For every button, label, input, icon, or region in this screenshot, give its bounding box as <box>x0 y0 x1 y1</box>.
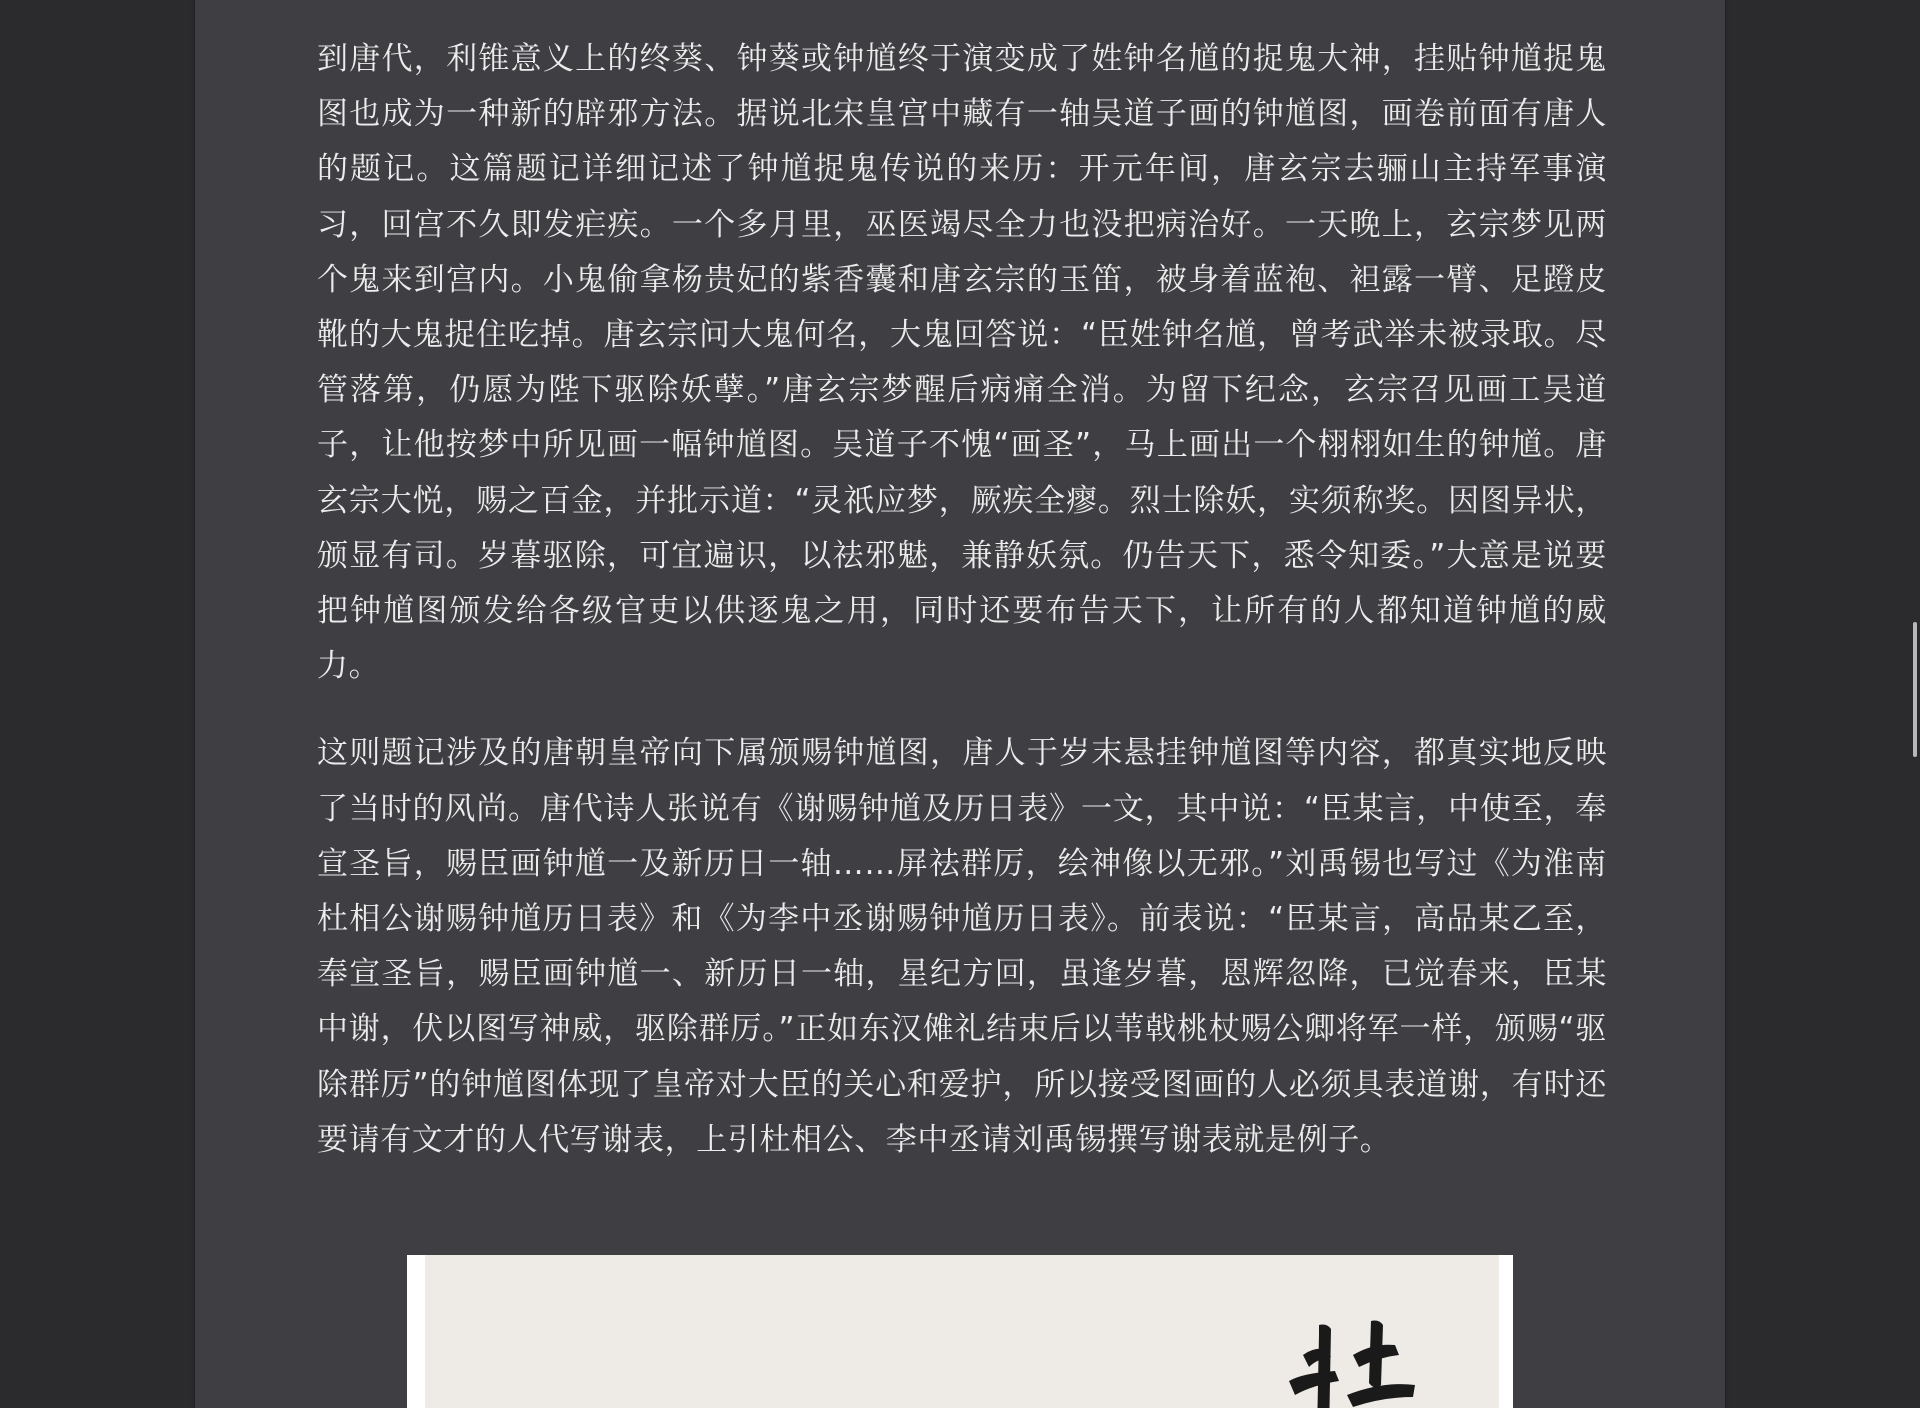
article-paragraph: 这则题记涉及的唐朝皇帝向下属颁赐钟馗图，唐人于岁末悬挂钟馗图等内容，都真实地反映了当时的风尚。唐代诗人张说有《谢赐钟馗及历日表》一文，其中说：“臣某言，中使至，奉宣圣旨，赐臣画钟馗一及新历日一轴……屏祛群厉，绘神像以无邪。”刘禹锡也写过《为淮南杜相公谢赐钟馗历日表》和《为李中丞谢赐钟馗历日表》。前表说：“臣某言，高品某乙至，奉宣圣旨，赐臣画钟馗一、新历日一轴，星纪方回，虽逢岁暮，恩辉忽降，已觉春来，臣某中谢，伏以图写神威，驱除群厉。”正如东汉傩礼结束后以苇戟桃杖赐公卿将军一样，颁赐“驱除群厉”的钟馗图体现了皇帝对大臣的关心和爱护，所以接受图画的人必须具表道谢，有时还要请有文才的人代写谢表，上引杜相公、李中丞请刘禹锡撰写谢表就是例子。 <box>317 735 1607 1158</box>
calligraphy-glyph <box>1283 1315 1423 1408</box>
article-body <box>317 32 1607 1200</box>
calligraphy-scroll-image <box>425 1255 1499 1408</box>
article-image <box>407 1255 1513 1408</box>
scrollbar-thumb[interactable] <box>1913 622 1917 757</box>
article-paragraph: 到唐代，利锥意义上的终葵、钟葵或钟馗终于演变成了姓钟名馗的捉鬼大神，挂贴钟馗捉鬼图也成为一种新的辟邪方法。据说北宋皇宫中藏有一轴吴道子画的钟馗图，画卷前面有唐人的题记。这篇题记详细记述了钟馗捉鬼传说的来历：开元年间，唐玄宗去骊山主持军事演习，回宫不久即发疟疾。一个多月里，巫医竭尽全力也没把病治好。一天晚上，玄宗梦见两个鬼来到宫内。小鬼偷拿杨贵妃的紫香囊和唐玄宗的玉笛，被身着蓝袍、袒露一臂、足蹬皮靴的大鬼捉住吃掉。唐玄宗问大鬼何名，大鬼回答说：“臣姓钟名馗，曾考武举未被录取。尽管落第，仍愿为陛下驱除妖孽。”唐玄宗梦醒后病痛全消。为留下纪念，玄宗召见画工吴道子，让他按梦中所见画一幅钟馗图。吴道子不愧“画圣”，马上画出一个栩栩如生的钟馗。唐玄宗大悦，赐之百金，并批示道：“灵祇应梦，厥疾全瘳。烈士除妖，实须称奖。因图异状，颁显有司。岁暮驱除，可宜遍识，以祛邪魅，兼静妖氛。仍告天下，悉令知委。”大意是说要把钟馗图颁发给各级官吏以供逐鬼之用，同时还要布告天下，让所有的人都知道钟馗的威力。 <box>317 41 1607 685</box>
reader-page <box>195 0 1725 1408</box>
vertical-scrollbar[interactable] <box>1908 0 1920 1408</box>
